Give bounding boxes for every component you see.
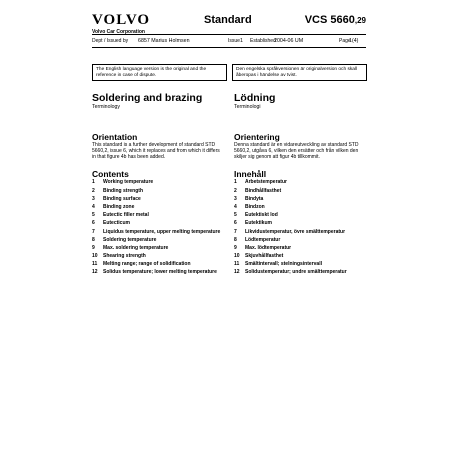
contents-item bbox=[234, 262, 366, 268]
contents-item-text: Solidustemperatur; undre smälttemperatur bbox=[245, 269, 347, 276]
issue-label: Issue bbox=[228, 38, 240, 44]
contents-item-text: Eutektikum bbox=[245, 220, 272, 227]
contents-item-text: Working temperature bbox=[103, 179, 154, 186]
english-column bbox=[92, 92, 224, 279]
issue-value: 1 bbox=[240, 38, 243, 44]
contents-item bbox=[234, 238, 366, 244]
contents-item bbox=[234, 246, 366, 252]
contents-item-number: 2 bbox=[92, 187, 95, 194]
standard-version: ,29 bbox=[354, 16, 366, 25]
contents-item bbox=[234, 189, 366, 195]
contents-item-number: 12 bbox=[234, 269, 240, 276]
contents-item bbox=[92, 205, 224, 211]
contents-item-text: Skjuvhållfasthet bbox=[245, 253, 284, 260]
contents-item-text: Bindhållfasthet bbox=[245, 187, 282, 194]
standard-label: Standard bbox=[204, 14, 252, 26]
contents-item-number: 12 bbox=[92, 269, 98, 276]
contents-item bbox=[92, 189, 224, 195]
contents-item-number: 4 bbox=[234, 203, 237, 210]
contents-item bbox=[234, 230, 366, 236]
established-label: Established bbox=[250, 38, 276, 44]
swedish-column bbox=[234, 92, 366, 279]
contents-item bbox=[92, 180, 224, 186]
contents-item-number: 11 bbox=[234, 261, 240, 268]
contents-item-number: 5 bbox=[234, 212, 237, 219]
contents-item-number: 5 bbox=[92, 212, 95, 219]
contents-item-text: Binding surface bbox=[103, 195, 141, 202]
contents-item-number: 9 bbox=[92, 244, 95, 251]
dept-value: 6857 Marius Holmsen bbox=[138, 38, 190, 44]
volvo-logo: VOLVO bbox=[92, 12, 151, 28]
contents-item-number: 4 bbox=[92, 203, 95, 210]
orientation-text-english: This standard is a further development of standard STD 5660,2, issue 6, which it replaces and from which it differs in that figure 4b has been added. bbox=[92, 142, 220, 160]
contents-item bbox=[92, 254, 224, 260]
contents-item-text: Max. soldering temperature bbox=[103, 244, 169, 251]
contents-item-number: 8 bbox=[234, 236, 237, 243]
standard-number bbox=[305, 14, 366, 26]
contents-item-number: 3 bbox=[234, 195, 237, 202]
notice-box-english: The English language version is the original and the reference in case of dispute. bbox=[92, 64, 227, 81]
contents-item-text: Eutektiskt lod bbox=[245, 212, 278, 219]
contents-item bbox=[92, 230, 224, 236]
orientation-heading-english: Orientation bbox=[92, 132, 138, 142]
corporation-name: Volvo Car Corporation bbox=[92, 29, 145, 35]
contents-item bbox=[234, 221, 366, 227]
contents-item-text: Max. lödtemperatur bbox=[245, 244, 292, 251]
contents-item-number: 10 bbox=[234, 253, 240, 260]
contents-item-text: Bindyta bbox=[245, 195, 264, 202]
document-title-english: Soldering and brazing bbox=[92, 92, 203, 104]
contents-item bbox=[234, 270, 366, 276]
contents-item-number: 6 bbox=[92, 220, 95, 227]
contents-item-number: 7 bbox=[92, 228, 95, 235]
page-value: 1(4) bbox=[349, 38, 359, 44]
contents-item-number: 1 bbox=[234, 179, 237, 186]
contents-item-text: Melting range; range of solidification bbox=[103, 261, 191, 268]
contents-item-text: Lödtemperatur bbox=[245, 236, 281, 243]
contents-item-text: Smältintervall; stelningsintervall bbox=[245, 261, 322, 268]
contents-item bbox=[234, 205, 366, 211]
contents-item-number: 9 bbox=[234, 244, 237, 251]
document-subtitle-english: Terminology bbox=[92, 104, 120, 110]
contents-item bbox=[92, 246, 224, 252]
contents-item-number: 1 bbox=[92, 179, 95, 186]
contents-item bbox=[92, 221, 224, 227]
contents-item-text: Binding strength bbox=[103, 187, 143, 194]
contents-item-number: 11 bbox=[92, 261, 98, 268]
page-label: Page bbox=[339, 38, 351, 44]
contents-item-text: Soldering temperature bbox=[103, 236, 157, 243]
orientation-heading-swedish: Orientering bbox=[234, 132, 280, 142]
contents-item-text: Eutecticum bbox=[103, 220, 130, 227]
contents-list-english bbox=[92, 180, 224, 276]
contents-item bbox=[234, 197, 366, 203]
contents-item-number: 7 bbox=[234, 228, 237, 235]
contents-item-text: Arbetstemperatur bbox=[245, 179, 287, 186]
contents-item-text: Binding zone bbox=[103, 203, 135, 210]
contents-item bbox=[92, 262, 224, 268]
contents-heading-english: Contents bbox=[92, 169, 129, 180]
contents-item-text: Eutectic filler metal bbox=[103, 212, 149, 219]
contents-item-number: 6 bbox=[234, 220, 237, 227]
contents-item bbox=[92, 270, 224, 276]
contents-item-number: 3 bbox=[92, 195, 95, 202]
contents-item bbox=[92, 238, 224, 244]
orientation-text-swedish: Denna standard är en vidareutveckling av standard STD 5660,2, utgåva 6, vilken den ersätter och från vilken den skiljer sig genom att figur 4b tillkommit. bbox=[234, 142, 359, 160]
header-divider bbox=[92, 34, 366, 35]
contents-item bbox=[234, 254, 366, 260]
contents-item-text: Liquidus temperature, upper melting temperature bbox=[103, 228, 221, 235]
dept-label: Dept / Issued by bbox=[92, 38, 129, 44]
contents-item bbox=[92, 197, 224, 203]
contents-item-text: Bindzon bbox=[245, 203, 265, 210]
notice-box-swedish: Den engelska språkversionen är originalversion och skall åberopas i händelse av tvist. bbox=[232, 64, 367, 81]
contents-item-number: 8 bbox=[92, 236, 95, 243]
document-title-swedish: Lödning bbox=[234, 92, 276, 104]
header-meta-row bbox=[92, 38, 366, 46]
contents-item-number: 10 bbox=[92, 253, 98, 260]
document-subtitle-swedish: Terminologi bbox=[234, 104, 261, 110]
contents-item bbox=[92, 213, 224, 219]
contents-item-number: 2 bbox=[234, 187, 237, 194]
contents-item bbox=[234, 180, 366, 186]
established-value: 2004-06 UM bbox=[274, 38, 304, 44]
contents-item-text: Solidus temperature; lower melting temperature bbox=[103, 269, 217, 276]
contents-item-text: Likvidustemperatur, övre smälttemperatur bbox=[245, 228, 346, 235]
document-header bbox=[92, 12, 366, 34]
contents-item bbox=[234, 213, 366, 219]
contents-heading-swedish: Innehåll bbox=[234, 169, 267, 180]
meta-divider bbox=[92, 47, 366, 48]
contents-item-text: Shearing strength bbox=[103, 253, 146, 260]
contents-list-swedish bbox=[234, 180, 366, 276]
standard-number-main: VCS 5660 bbox=[304, 14, 355, 26]
